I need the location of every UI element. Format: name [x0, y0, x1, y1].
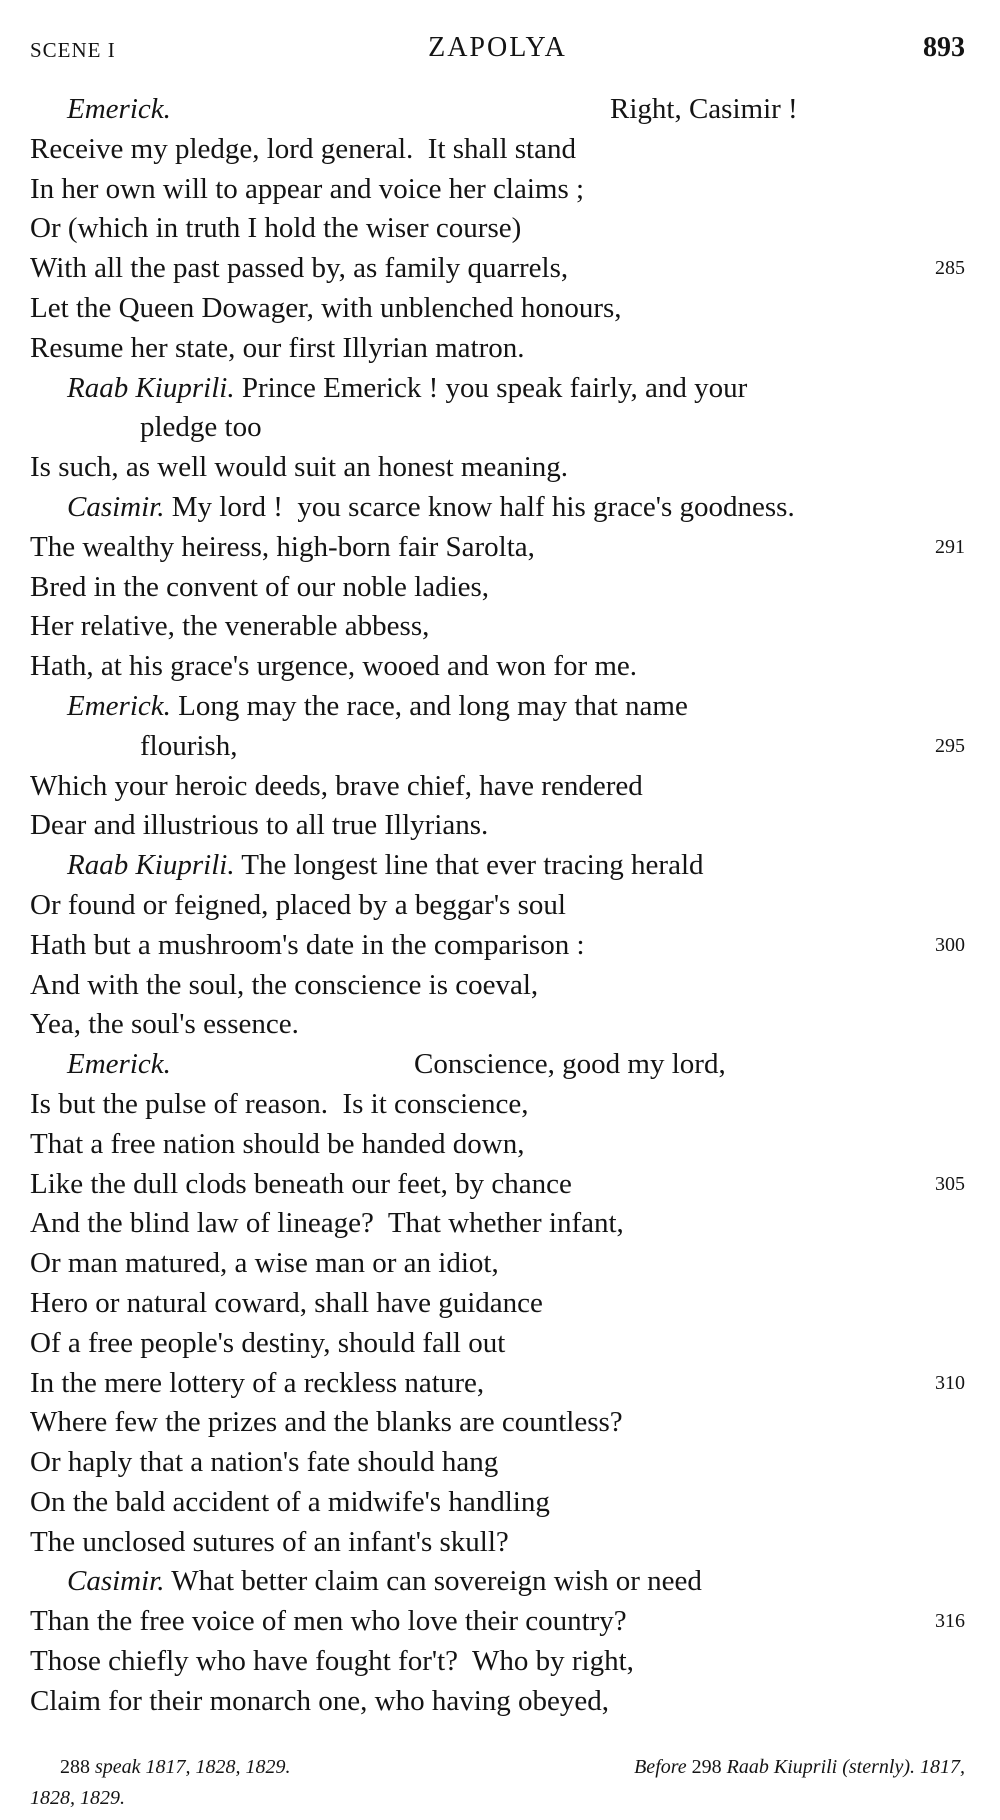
footnote-right-before: Before	[634, 1756, 687, 1778]
line-text: pledge too	[140, 411, 262, 444]
verse-line	[30, 1244, 965, 1284]
line-text: Hath but a mushroom's date in the comparison :	[30, 928, 585, 961]
verse-line	[30, 1204, 965, 1244]
line-number: 285	[935, 257, 965, 280]
speaker-name: Emerick.	[67, 689, 171, 722]
verse-line	[30, 130, 965, 170]
footnote-right-num: 298	[691, 1756, 722, 1778]
verse-line	[30, 687, 965, 727]
line-text: Bred in the convent of our noble ladies,	[30, 570, 490, 603]
verse-line	[30, 846, 965, 886]
verse-line	[30, 1523, 965, 1563]
verse-line	[30, 886, 965, 926]
line-number: 316	[935, 1610, 965, 1633]
footnote-left-text: speak 1817, 1828, 1829.	[95, 1756, 291, 1778]
verse-line	[30, 170, 965, 210]
verse-line	[30, 1483, 965, 1523]
line-text: Conscience, good my lord,	[414, 1048, 726, 1081]
speaker-name: Casimir.	[67, 490, 165, 523]
line-number: 295	[935, 734, 965, 757]
verse-line	[30, 1403, 965, 1443]
line-text: In her own will to appear and voice her claims ;	[30, 172, 585, 205]
line-text: Is but the pulse of reason. Is it conscience,	[30, 1087, 529, 1120]
verse-line	[30, 408, 965, 448]
verse-line	[30, 926, 965, 966]
verse-line	[30, 607, 965, 647]
page-number: 893	[923, 32, 965, 63]
line-text: What better claim can sovereign wish or need	[164, 1565, 702, 1598]
verse-line	[30, 647, 965, 687]
line-text: On the bald accident of a midwife's handling	[30, 1485, 550, 1518]
verse-line	[30, 1642, 965, 1682]
line-text: The wealthy heiress, high-born fair Sarolta,	[30, 530, 535, 563]
footnote-right-text: Raab Kiuprili (sternly). 1817,	[726, 1756, 965, 1778]
verse-line	[30, 727, 965, 767]
verse-line	[30, 1125, 965, 1165]
line-text: Her relative, the venerable abbess,	[30, 610, 430, 643]
line-text: And the blind law of lineage? That whether infant,	[30, 1207, 624, 1240]
scene-label: SCENE I	[30, 38, 116, 62]
line-text: Let the Queen Dowager, with unblenched honours,	[30, 291, 622, 324]
line-text: With all the past passed by, as family quarrels,	[30, 252, 569, 285]
line-text: My lord ! you scarce know half his grace's goodness.	[164, 490, 795, 523]
line-number: 310	[935, 1371, 965, 1394]
verse-line	[30, 767, 965, 807]
verse-line	[30, 1324, 965, 1364]
line-text: The longest line that ever tracing herald	[234, 849, 704, 882]
line-number: 291	[935, 535, 965, 558]
page-title: ZAPOLYA	[428, 32, 567, 63]
line-text: Yea, the soul's essence.	[30, 1008, 299, 1041]
line-text: The unclosed sutures of an infant's skull?	[30, 1525, 509, 1558]
line-text: Long may the race, and long may that name	[170, 689, 688, 722]
verse-line	[30, 568, 965, 608]
verse-line	[30, 966, 965, 1006]
line-text: In the mere lottery of a reckless nature,	[30, 1366, 485, 1399]
line-text: Is such, as well would suit an honest meaning.	[30, 451, 569, 484]
line-text: Where few the prizes and the blanks are countless?	[30, 1406, 623, 1439]
page-header	[30, 32, 965, 72]
verse-line	[30, 369, 965, 409]
verse-line	[30, 1602, 965, 1642]
speaker-name: Casimir.	[67, 1565, 165, 1598]
verse-line	[30, 1364, 965, 1404]
line-text: Or man matured, a wise man or an idiot,	[30, 1247, 499, 1280]
line-text: Dear and illustrious to all true Illyrians.	[30, 809, 489, 842]
line-text: flourish,	[140, 729, 238, 762]
verse-line	[30, 1562, 965, 1602]
verse-line	[30, 329, 965, 369]
line-text: Those chiefly who have fought for't? Who by right,	[30, 1645, 634, 1678]
footnote-left-num: 288	[60, 1756, 90, 1778]
speaker-name: Raab Kiuprili.	[67, 849, 235, 882]
line-text: Or (which in truth I hold the wiser course)	[30, 212, 522, 245]
verse-line	[30, 448, 965, 488]
line-text: Claim for their monarch one, who having obeyed,	[30, 1684, 610, 1717]
verse-line	[30, 1085, 965, 1125]
line-text: That a free nation should be handed down,	[30, 1127, 525, 1160]
line-number: 305	[935, 1172, 965, 1195]
verse-line	[30, 528, 965, 568]
line-text: Or haply that a nation's fate should hang	[30, 1446, 499, 1479]
footnote-left	[60, 1752, 291, 1783]
verse-line	[30, 1443, 965, 1483]
verse-line	[30, 90, 965, 130]
verse-line	[30, 289, 965, 329]
verse-line	[30, 488, 965, 528]
footnotes	[30, 1752, 965, 1814]
line-text: Than the free voice of men who love their country?	[30, 1605, 627, 1638]
verse-line	[30, 806, 965, 846]
verse-line	[30, 1682, 965, 1722]
verse-line	[30, 1284, 965, 1324]
line-number: 300	[935, 933, 965, 956]
line-text: And with the soul, the conscience is coeval,	[30, 968, 539, 1001]
line-text: Or found or feigned, placed by a beggar's soul	[30, 888, 566, 921]
line-text: Like the dull clods beneath our feet, by chance	[30, 1167, 572, 1200]
line-text: Resume her state, our first Illyrian matron.	[30, 331, 525, 364]
verse-line	[30, 1005, 965, 1045]
line-text: Hath, at his grace's urgence, wooed and won for me.	[30, 650, 638, 683]
line-text: Right, Casimir !	[610, 93, 798, 125]
footnote-continuation: 1828, 1829.	[30, 1787, 125, 1809]
verse-line	[30, 1045, 965, 1085]
verse-line	[30, 249, 965, 289]
verse-body	[30, 90, 965, 1722]
line-text: Of a free people's destiny, should fall out	[30, 1326, 506, 1359]
speaker-name: Raab Kiuprili.	[67, 371, 235, 404]
line-text: Receive my pledge, lord general. It shall stand	[30, 132, 576, 165]
verse-line	[30, 1165, 965, 1205]
line-text: Prince Emerick ! you speak fairly, and your	[234, 371, 748, 404]
line-text: Hero or natural coward, shall have guidance	[30, 1286, 543, 1319]
footnote-right	[634, 1752, 965, 1783]
speaker-name: Emerick.	[67, 93, 171, 125]
line-text: Which your heroic deeds, brave chief, have rendered	[30, 769, 643, 802]
verse-line	[30, 209, 965, 249]
speaker-name: Emerick.	[67, 1048, 171, 1081]
